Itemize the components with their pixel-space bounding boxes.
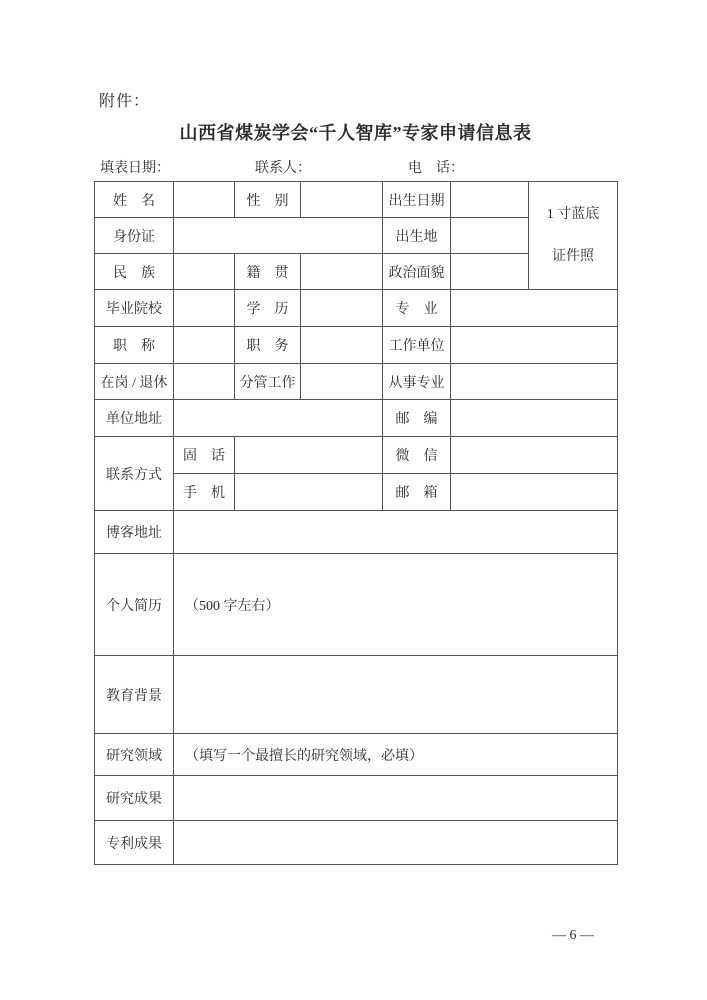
unit-address-label: 单位地址 [95,400,174,437]
row-resume [95,554,618,656]
row-name [95,182,618,218]
gender-value-cell [301,182,383,218]
birth-place-value-cell [451,218,529,254]
postal-code-value-cell [451,400,618,437]
work-in-charge-label: 分管工作 [235,364,301,400]
education-value-cell [301,290,383,327]
photo-instruction-line1: 1 寸蓝底 [546,206,600,222]
row-graduate-school [95,290,618,327]
blog-address-value-cell [174,511,618,554]
mobile-value-cell [235,474,383,511]
application-form-table [94,181,618,865]
name-label: 姓 名 [95,182,174,218]
birth-place-label: 出生地 [383,218,451,254]
education-background-label: 教育背景 [95,656,174,734]
gender-label: 性 别 [235,182,301,218]
attachment-label: 附件： [99,93,151,110]
email-value-cell [451,474,618,511]
patent-achievements-label: 专利成果 [95,821,174,865]
position-value-cell [301,327,383,364]
row-unit-address [95,400,618,437]
blog-address-label: 博客地址 [95,511,174,554]
fill-date-label: 填表日期： [100,161,170,176]
unit-address-value-cell [174,400,383,437]
postal-code-label: 邮 编 [383,400,451,437]
political-status-value-cell [451,254,529,290]
on-duty-retired-label: 在岗 / 退休 [95,364,174,400]
profession-label: 从事专业 [383,364,451,400]
professional-title-label: 职 称 [95,327,174,364]
row-landline [95,437,618,474]
wechat-label: 微 信 [383,437,451,474]
row-patent-achievements [95,821,618,865]
work-unit-label: 工作单位 [383,327,451,364]
landline-label: 固 话 [174,437,235,474]
contact-method-label: 联系方式 [95,437,174,511]
ethnicity-value-cell [174,254,235,290]
political-status-label: 政治面貌 [383,254,451,290]
major-label: 专 业 [383,290,451,327]
name-value-cell [174,182,235,218]
on-duty-retired-value-cell [174,364,235,400]
row-education-background [95,656,618,734]
major-value-cell [451,290,618,327]
resume-hint-cell: （500 字左右） [174,554,618,656]
email-label: 邮 箱 [383,474,451,511]
patent-achievements-value-cell [174,821,618,865]
landline-value-cell [235,437,383,474]
profession-value-cell [451,364,618,400]
phone-label: 电 话： [408,161,464,176]
contact-person-label: 联系人： [255,161,311,176]
row-on-duty [95,364,618,400]
row-research-achievements [95,776,618,821]
wechat-value-cell [451,437,618,474]
position-label: 职 务 [235,327,301,364]
birth-date-label: 出生日期 [383,182,451,218]
native-place-label: 籍 贯 [235,254,301,290]
research-achievements-value-cell [174,776,618,821]
row-professional-title [95,327,618,364]
education-background-value-cell [174,656,618,734]
photo-cell [529,182,618,290]
photo-instruction-line2: 证件照 [552,248,594,264]
professional-title-value-cell [174,327,235,364]
row-mobile [95,474,618,511]
id-card-label: 身份证 [95,218,174,254]
page-number: — 6 — [552,928,594,943]
research-field-label: 研究领域 [95,734,174,776]
row-research-field [95,734,618,776]
graduate-school-label: 毕业院校 [95,290,174,327]
native-place-value-cell [301,254,383,290]
resume-label: 个人简历 [95,554,174,656]
research-field-hint-cell: （填写一个最擅长的研究领域，必填） [174,734,618,776]
form-meta-line [0,157,707,177]
research-achievements-label: 研究成果 [95,776,174,821]
education-label: 学 历 [235,290,301,327]
work-in-charge-value-cell [301,364,383,400]
page-title: 山西省煤炭学会“千人智库”专家申请信息表 [179,123,532,143]
graduate-school-value-cell [174,290,235,327]
mobile-label: 手 机 [174,474,235,511]
row-blog-address [95,511,618,554]
ethnicity-label: 民 族 [95,254,174,290]
birth-date-value-cell [451,182,529,218]
id-card-value-cell [174,218,383,254]
work-unit-value-cell [451,327,618,364]
